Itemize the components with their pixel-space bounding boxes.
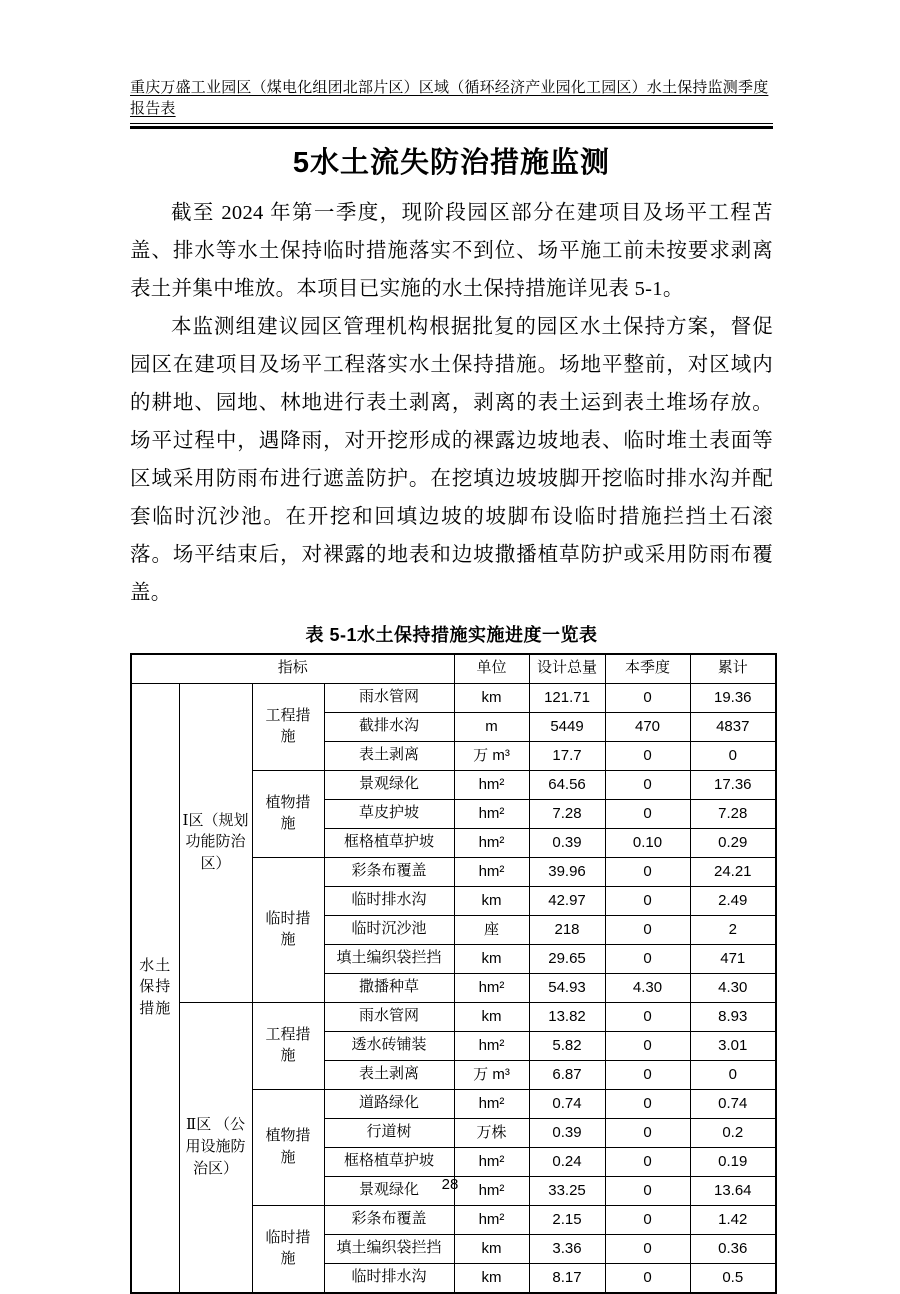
item-cumulative: 4837: [690, 713, 776, 742]
item-this-quarter: 0: [605, 800, 690, 829]
item-unit: 万 m³: [454, 742, 529, 771]
item-name: 填土编织袋拦挡: [324, 1235, 454, 1264]
item-design-total: 39.96: [529, 858, 605, 887]
item-name: 表土剥离: [324, 1061, 454, 1090]
item-cumulative: 17.36: [690, 771, 776, 800]
col-header-indicator: 指标: [131, 654, 454, 684]
item-this-quarter: 0: [605, 742, 690, 771]
item-cumulative: 0.2: [690, 1119, 776, 1148]
item-name: 临时排水沟: [324, 1264, 454, 1294]
item-this-quarter: 0: [605, 916, 690, 945]
item-name: 彩条布覆盖: [324, 1206, 454, 1235]
item-unit: hm²: [454, 1090, 529, 1119]
item-cumulative: 1.42: [690, 1206, 776, 1235]
col-header-unit: 单位: [454, 654, 529, 684]
item-name: 临时沉沙池: [324, 916, 454, 945]
item-design-total: 2.15: [529, 1206, 605, 1235]
item-unit: km: [454, 1264, 529, 1294]
item-design-total: 0.24: [529, 1148, 605, 1177]
item-cumulative: 3.01: [690, 1032, 776, 1061]
item-this-quarter: 0: [605, 887, 690, 916]
item-unit: km: [454, 887, 529, 916]
group-label-engineering: 工程措施: [252, 1003, 324, 1090]
item-unit: 座: [454, 916, 529, 945]
item-unit: 万株: [454, 1119, 529, 1148]
item-name: 框格植草护坡: [324, 829, 454, 858]
item-this-quarter: 0: [605, 1264, 690, 1294]
item-name: 草皮护坡: [324, 800, 454, 829]
col-header-cumulative: 累计: [690, 654, 776, 684]
item-design-total: 8.17: [529, 1264, 605, 1294]
item-design-total: 218: [529, 916, 605, 945]
item-cumulative: 4.30: [690, 974, 776, 1003]
item-design-total: 3.36: [529, 1235, 605, 1264]
item-this-quarter: 0: [605, 1206, 690, 1235]
item-name: 行道树: [324, 1119, 454, 1148]
item-design-total: 54.93: [529, 974, 605, 1003]
item-design-total: 121.71: [529, 684, 605, 713]
item-this-quarter: 0: [605, 1148, 690, 1177]
item-unit: m: [454, 713, 529, 742]
header-rule: [130, 123, 773, 129]
paragraph-2: 本监测组建议园区管理机构根据批复的园区水土保持方案，督促园区在建项目及场平工程落实水土保持措施。场地平整前，对区域内的耕地、园地、林地进行表土剥离，剥离的表土运到表土堆场存放。场平过程中，遇降雨，对开挖形成的裸露边坡地表、临时堆土表面等区域采用防雨布进行遮盖防护。在挖填边坡坡脚开挖临时排水沟并配套临时沉沙池。在开挖和回填边坡的坡脚布设临时措施拦挡土石滚落。场平结束后，对裸露的地表和边坡撒播植草防护或采用防雨布覆盖。: [130, 316, 773, 605]
item-unit: km: [454, 945, 529, 974]
item-this-quarter: 0: [605, 684, 690, 713]
group-label-temporary: 临时措施: [252, 858, 324, 1003]
item-unit: hm²: [454, 771, 529, 800]
item-design-total: 33.25: [529, 1177, 605, 1206]
item-design-total: 7.28: [529, 800, 605, 829]
zone-1-label: Ⅰ区（规划功能防治区）: [179, 684, 252, 1003]
item-this-quarter: 0: [605, 1061, 690, 1090]
item-design-total: 64.56: [529, 771, 605, 800]
table-row: [131, 684, 776, 713]
item-this-quarter: 0: [605, 1119, 690, 1148]
col-header-this-quarter: 本季度: [605, 654, 690, 684]
item-cumulative: 7.28: [690, 800, 776, 829]
item-name: 透水砖铺装: [324, 1032, 454, 1061]
item-cumulative: 0.36: [690, 1235, 776, 1264]
item-design-total: 5.82: [529, 1032, 605, 1061]
section-heading: 5水土流失防治措施监测: [292, 147, 611, 179]
item-this-quarter: 0: [605, 1090, 690, 1119]
item-cumulative: 2.49: [690, 887, 776, 916]
item-unit: km: [454, 1003, 529, 1032]
item-design-total: 0.39: [529, 1119, 605, 1148]
item-name: 撒播种草: [324, 974, 454, 1003]
item-this-quarter: 0.10: [605, 829, 690, 858]
item-unit: hm²: [454, 1206, 529, 1235]
item-this-quarter: 470: [605, 713, 690, 742]
table-caption: 表 5-1水土保持措施实施进度一览表: [305, 625, 598, 646]
item-cumulative: 19.36: [690, 684, 776, 713]
item-name: 截排水沟: [324, 713, 454, 742]
item-unit: hm²: [454, 974, 529, 1003]
item-this-quarter: 0: [605, 858, 690, 887]
group-label-vegetation: 植物措施: [252, 771, 324, 858]
table-row: [131, 1003, 776, 1032]
item-design-total: 6.87: [529, 1061, 605, 1090]
item-cumulative: 0: [690, 742, 776, 771]
item-this-quarter: 0: [605, 771, 690, 800]
item-cumulative: 0: [690, 1061, 776, 1090]
item-cumulative: 0.74: [690, 1090, 776, 1119]
item-name: 填土编织袋拦挡: [324, 945, 454, 974]
item-this-quarter: 0: [605, 1177, 690, 1206]
item-unit: hm²: [454, 1032, 529, 1061]
item-cumulative: 0.29: [690, 829, 776, 858]
item-design-total: 42.97: [529, 887, 605, 916]
group-label-vegetation: 植物措施: [252, 1090, 324, 1206]
item-name: 景观绿化: [324, 771, 454, 800]
zone-2-label: Ⅱ区 （公用设施防治区）: [179, 1003, 252, 1294]
item-cumulative: 2: [690, 916, 776, 945]
item-this-quarter: 0: [605, 1032, 690, 1061]
progress-table: [130, 653, 777, 1294]
item-name: 雨水管网: [324, 684, 454, 713]
paragraph-1: 截至 2024 年第一季度，现阶段园区部分在建项目及场平工程苫盖、排水等水土保持临时措施落实不到位、场平施工前未按要求剥离表土并集中堆放。本项目已实施的水土保持措施详见表 5-1。: [130, 202, 773, 301]
item-design-total: 5449: [529, 713, 605, 742]
page-number: 28: [441, 1176, 459, 1193]
item-this-quarter: 4.30: [605, 974, 690, 1003]
item-unit: km: [454, 1235, 529, 1264]
item-name: 景观绿化: [324, 1177, 454, 1206]
running-header-text: 重庆万盛工业园区（煤电化组团北部片区）区域（循环经济产业园化工园区）水土保持监测季度报告表: [130, 80, 769, 117]
item-this-quarter: 0: [605, 1235, 690, 1264]
item-design-total: 0.74: [529, 1090, 605, 1119]
item-name: 彩条布覆盖: [324, 858, 454, 887]
item-unit: hm²: [454, 1148, 529, 1177]
col-header-design-total: 设计总量: [529, 654, 605, 684]
item-design-total: 13.82: [529, 1003, 605, 1032]
item-this-quarter: 0: [605, 945, 690, 974]
item-name: 表土剥离: [324, 742, 454, 771]
item-unit: 万 m³: [454, 1061, 529, 1090]
running-header: [130, 0, 773, 129]
item-unit: hm²: [454, 829, 529, 858]
item-this-quarter: 0: [605, 1003, 690, 1032]
group-label-temporary: 临时措施: [252, 1206, 324, 1294]
item-design-total: 0.39: [529, 829, 605, 858]
item-name: 道路绿化: [324, 1090, 454, 1119]
item-cumulative: 0.19: [690, 1148, 776, 1177]
item-unit: hm²: [454, 858, 529, 887]
item-name: 雨水管网: [324, 1003, 454, 1032]
table-header-row: [131, 654, 776, 684]
item-design-total: 29.65: [529, 945, 605, 974]
item-cumulative: 471: [690, 945, 776, 974]
measures-label: 水土保持措施: [131, 684, 179, 1294]
item-cumulative: 8.93: [690, 1003, 776, 1032]
item-unit: hm²: [454, 800, 529, 829]
item-cumulative: 24.21: [690, 858, 776, 887]
group-label-engineering: 工程措施: [252, 684, 324, 771]
item-name: 框格植草护坡: [324, 1148, 454, 1177]
item-unit: km: [454, 684, 529, 713]
item-name: 临时排水沟: [324, 887, 454, 916]
item-unit: hm²: [454, 1177, 529, 1206]
item-cumulative: 0.5: [690, 1264, 776, 1294]
item-cumulative: 13.64: [690, 1177, 776, 1206]
item-design-total: 17.7: [529, 742, 605, 771]
